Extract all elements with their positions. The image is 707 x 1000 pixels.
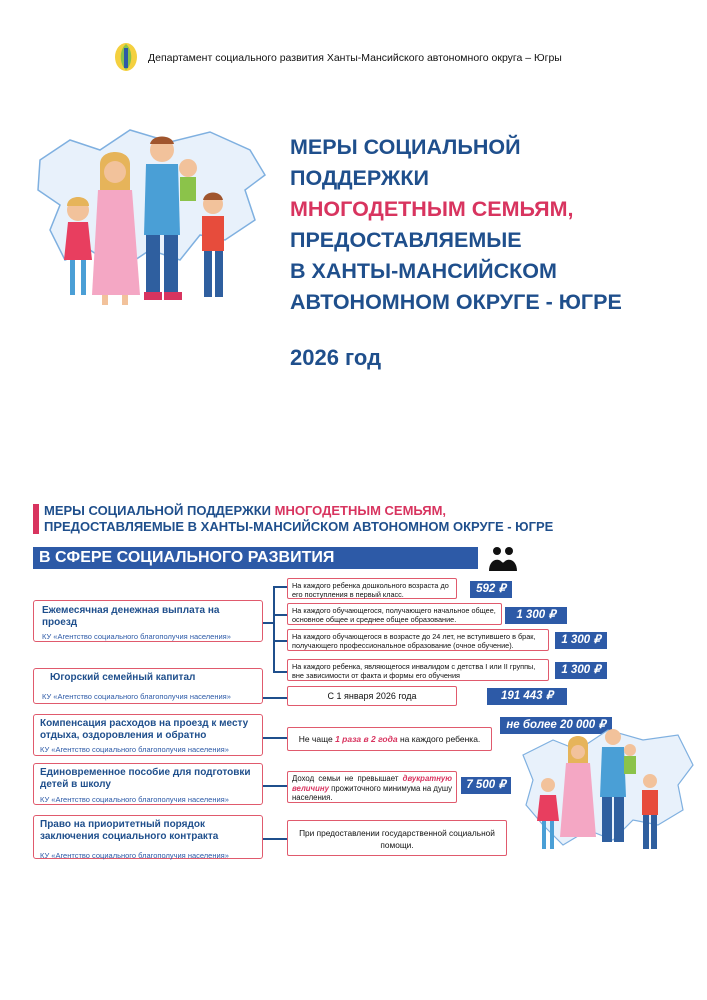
panel-heading-part: МЕРЫ СОЦИАЛЬНОЙ ПОДДЕРЖКИ	[44, 503, 275, 518]
measure-card	[33, 763, 263, 805]
measure-title: Единовременное пособие для подготовки детей в школу	[40, 767, 251, 790]
condition-accent: двукратную величину	[292, 774, 452, 793]
condition-box	[287, 727, 492, 751]
amount-badge: не более 20 000 ₽	[500, 717, 612, 734]
measure-title: Ежемесячная денежная выплата на проезд	[42, 605, 220, 628]
amount-badge: 7 500 ₽	[461, 777, 511, 794]
cover-title-line: МЕРЫ СОЦИАЛЬНОЙ	[290, 135, 521, 159]
panel-heading-line2: ПРЕДОСТАВЛЯЕМЫЕ В ХАНТЫ-МАНСИЙСКОМ АВТОНОМНОМ ОКРУГЕ - ЮГРЕ	[44, 519, 554, 534]
condition-box: На каждого обучающегося, получающего начальное общее, основное общее и среднее общее образование.	[287, 603, 502, 625]
heading-accent-bar	[33, 504, 39, 534]
cover-title-line: ПРЕДОСТАВЛЯЕМЫЕ	[290, 228, 522, 252]
connector	[273, 671, 287, 673]
connector	[273, 586, 275, 672]
cover-year: 2026 год	[290, 345, 382, 370]
condition-box	[287, 771, 457, 803]
connector	[273, 586, 287, 588]
amount-badge: 191 443 ₽	[487, 688, 567, 705]
condition-text: прожиточного минимума на душу населения.	[292, 783, 452, 802]
agency-label: КУ «Агентство социального благополучия населения»	[40, 795, 229, 804]
condition-box: На каждого ребенка, являющегося инвалидом с детства I или II группы, вне зависимости от факта и формы его обучения	[287, 659, 549, 681]
agency-label: КУ «Агентство социального благополучия населения»	[40, 851, 229, 860]
cover-title-line: ПОДДЕРЖКИ	[290, 166, 429, 190]
condition-text: на каждого ребенка.	[397, 734, 481, 744]
department-name: Департамент социального развития Ханты-Мансийского автономного округа – Югры	[148, 52, 562, 64]
measure-title: Югорский семейный капитал	[50, 672, 196, 683]
measure-title: Компенсация расходов на проезд к месту отдыха, оздоровления и обратно	[40, 718, 249, 741]
condition-box: На каждого ребенка дошкольного возраста до его поступления в первый класс.	[287, 578, 457, 599]
amount-badge: 1 300 ₽	[555, 632, 607, 649]
family-illustration-small	[518, 715, 698, 865]
panel-heading-accent: МНОГОДЕТНЫМ СЕМЬЯМ,	[274, 503, 447, 518]
connector	[262, 838, 288, 840]
connector	[262, 737, 288, 739]
agency-label: КУ «Агентство социального благополучия населения»	[42, 692, 231, 701]
family-care-icon	[485, 545, 521, 571]
panel-heading	[44, 503, 553, 535]
measure-title: Право на приоритетный порядок заключения социального контракта	[40, 819, 219, 842]
amount-badge: 1 300 ₽	[555, 662, 607, 679]
family-illustration	[30, 120, 280, 320]
condition-accent: 1 раза в 2 года	[335, 734, 398, 744]
agency-label: КУ «Агентство социального благополучия населения»	[40, 745, 229, 754]
measure-card	[33, 714, 263, 756]
measure-card	[33, 815, 263, 859]
amount-badge: 592 ₽	[470, 581, 512, 598]
connector	[273, 640, 287, 642]
cover-title-accent: МНОГОДЕТНЫМ СЕМЬЯМ,	[290, 197, 574, 221]
condition-box: С 1 января 2026 года	[287, 686, 457, 706]
amount-badge: 1 300 ₽	[505, 607, 567, 624]
condition-text: Доход семьи не превышает	[292, 774, 403, 783]
measure-card	[33, 600, 263, 642]
condition-box: На каждого обучающегося в возрасте до 24 лет, не вступившего в брак, получающего профессиональное образование (очное обучение).	[287, 629, 549, 651]
agency-label: КУ «Агентство социального благополучия населения»	[42, 632, 231, 641]
department-logo	[113, 40, 139, 74]
connector	[262, 785, 288, 787]
connector	[273, 614, 287, 616]
cover-title-line: АВТОНОМНОМ ОКРУГЕ - ЮГРЕ	[290, 290, 622, 314]
connector	[262, 697, 288, 699]
cover-title	[290, 132, 622, 318]
section-banner: В СФЕРЕ СОЦИАЛЬНОГО РАЗВИТИЯ	[33, 547, 478, 569]
condition-box: При предоставлении государственной социальной помощи.	[287, 820, 507, 856]
measure-card	[33, 668, 263, 704]
condition-text: Не чаще	[298, 734, 336, 744]
cover-title-line: В ХАНТЫ-МАНСИЙСКОМ	[290, 259, 557, 283]
